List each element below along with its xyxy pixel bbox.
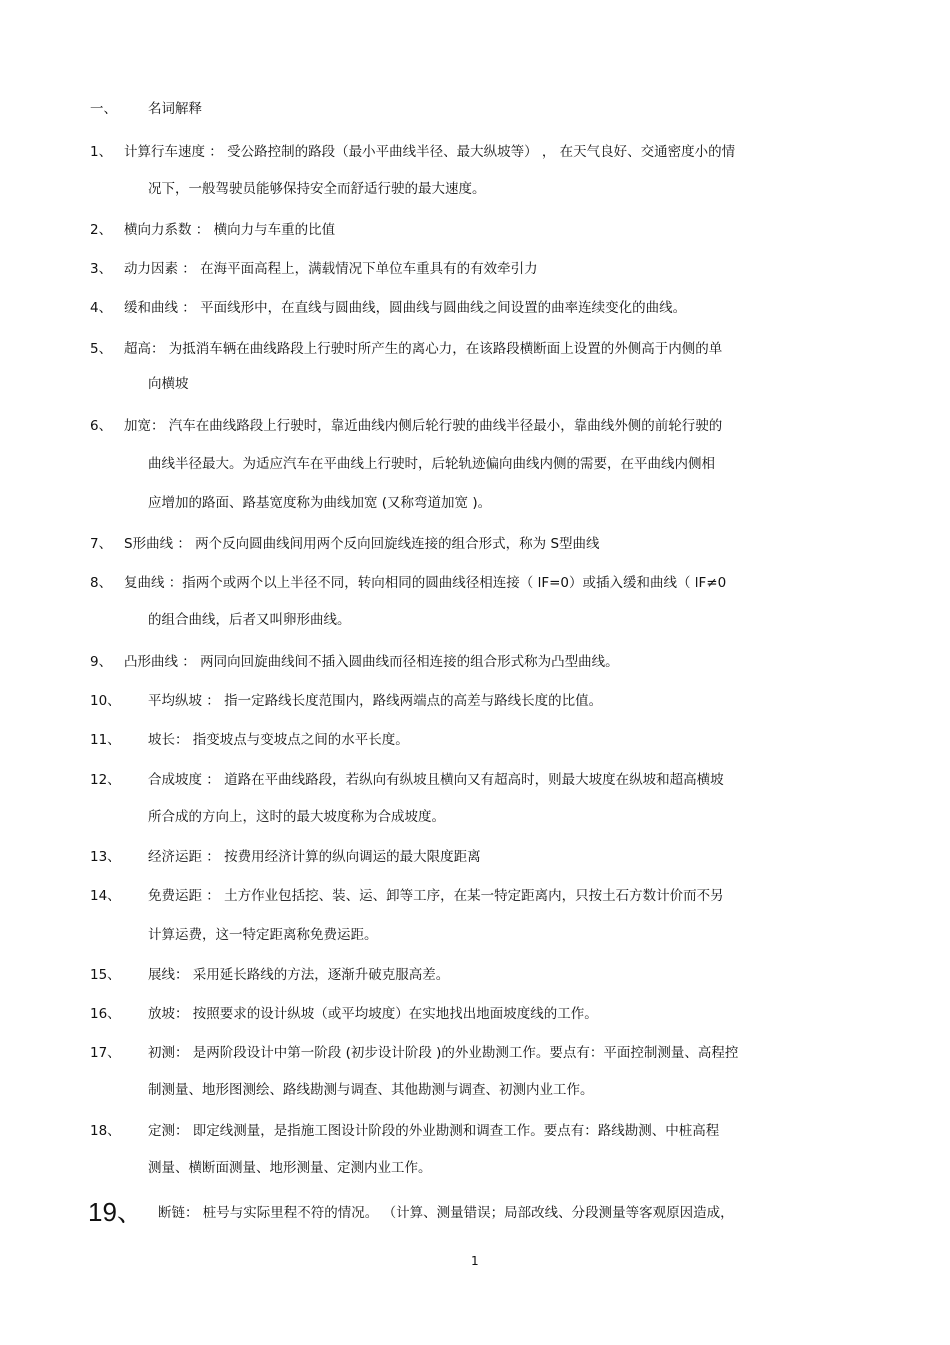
entry-text: 动力因素 ： 在海平面高程上，满载情况下单位车重具有的有效牵引力 [124, 261, 538, 277]
entry-text: 加宽： 汽车在曲线路段上行驶时，靠近曲线内侧后轮行驶的曲线半径最小，靠曲线外侧的前轮行驶的 [124, 418, 723, 434]
entry-text: 平均纵坡 ： 指一定路线长度范围内，路线两端点的高差与路线长度的比值。 [148, 693, 603, 709]
entry-text: 制测量、地形图测绘、路线勘测与调查、其他勘测与调查、初测内业工作。 [148, 1082, 594, 1098]
entry-text: 展线： 采用延长路线的方法，逐渐升破克服高差。 [148, 967, 450, 983]
entry-number: 12、 [90, 772, 121, 788]
entry-text: 坡长： 指变坡点与变坡点之间的水平长度。 [148, 732, 409, 748]
entry-text: 经济运距 ： 按费用经济计算的纵向调运的最大限度距离 [148, 849, 481, 865]
entry-text: 所合成的方向上，这时的最大坡度称为合成坡度。 [148, 809, 445, 825]
entry-text: 曲线半径最大。为适应汽车在平曲线上行驶时，后轮轨迹偏向曲线内侧的需要，在平曲线内侧相 [148, 456, 715, 472]
section-title: 名词解释 [148, 101, 202, 117]
page-number: 1 [471, 1254, 479, 1268]
entry-number: 2、 [90, 222, 113, 238]
entry-text: 缓和曲线 ： 平面线形中，在直线与圆曲线，圆曲线与圆曲线之间设置的曲率连续变化的曲线。 [124, 300, 687, 316]
entry-text: 计算行车速度 ： 受公路控制的路段（最小平曲线半径、最大纵坡等） ， 在天气良好、交通密度小的情 [124, 144, 736, 160]
entry-number: 5、 [90, 341, 113, 357]
entry-number: 4、 [90, 300, 113, 316]
entry-text: 复曲线 ：指两个或两个以上半径不同，转向相同的圆曲线径相连接（ lF=0）或插入缓和曲线（ lF≠0 [124, 575, 727, 591]
entry-number: 6、 [90, 418, 113, 434]
entry-text: 放坡： 按照要求的设计纵坡（或平均坡度）在实地找出地面坡度线的工作。 [148, 1006, 598, 1022]
entry-text: 计算运费，这一特定距离称免费运距。 [148, 927, 378, 943]
entry-number: 15、 [90, 967, 121, 983]
entry-text: S形曲线 ： 两个反向圆曲线间用两个反向回旋线连接的组合形式，称为 S型曲线 [124, 536, 600, 552]
entry-text: 测量、横断面测量、地形测量、定测内业工作。 [148, 1160, 432, 1176]
entry-number: 14、 [90, 888, 121, 904]
entry-number: 18、 [90, 1123, 121, 1139]
entry-text: 向横坡 [148, 376, 189, 392]
entry-text: 合成坡度 ： 道路在平曲线路段，若纵向有纵坡且横向又有超高时，则最大坡度在纵坡和超高横坡 [148, 772, 724, 788]
entry-number: 3、 [90, 261, 113, 277]
entry-number: 16、 [90, 1006, 121, 1022]
entry-number: 19、 [88, 1197, 143, 1227]
entry-number: 13、 [90, 849, 121, 865]
entry-text: 应增加的路面、路基宽度称为曲线加宽 (又称弯道加宽 )。 [148, 495, 492, 511]
entry-text: 况下，一般驾驶员能够保持安全而舒适行驶的最大速度。 [148, 181, 486, 197]
entry-text: 初测： 是两阶段设计中第一阶段 (初步设计阶段 )的外业勘测工作。要点有：平面控制测量、高程控 [148, 1045, 739, 1061]
entry-number: 10、 [90, 693, 121, 709]
entry-number: 1、 [90, 144, 113, 160]
entry-number: 9、 [90, 654, 113, 670]
entry-number: 11、 [90, 732, 121, 748]
entry-text: 凸形曲线 ： 两同向回旋曲线间不插入圆曲线而径相连接的组合形式称为凸型曲线。 [124, 654, 619, 670]
entry-text: 定测： 即定线测量，是指施工图设计阶段的外业勘测和调查工作。要点有：路线勘测、中桩高程 [148, 1123, 720, 1139]
entry-text: 断链： 桩号与实际里程不符的情况。 （计算、测量错误；局部改线、分段测量等客观原因造成， [158, 1205, 734, 1221]
entry-text: 超高： 为抵消车辆在曲线路段上行驶时所产生的离心力，在该路段横断面上设置的外侧高于内侧的单 [124, 341, 723, 357]
section-number: 一、 [90, 101, 117, 117]
entry-text: 横向力系数 ： 横向力与车重的比值 [124, 222, 336, 238]
entry-number: 8、 [90, 575, 113, 591]
entry-number: 7、 [90, 536, 113, 552]
entry-text: 免费运距 ： 土方作业包括挖、装、运、卸等工序，在某一特定距离内，只按土石方数计价而不另 [148, 888, 724, 904]
entry-number: 17、 [90, 1045, 121, 1061]
entry-text: 的组合曲线，后者又叫卵形曲线。 [148, 612, 351, 628]
